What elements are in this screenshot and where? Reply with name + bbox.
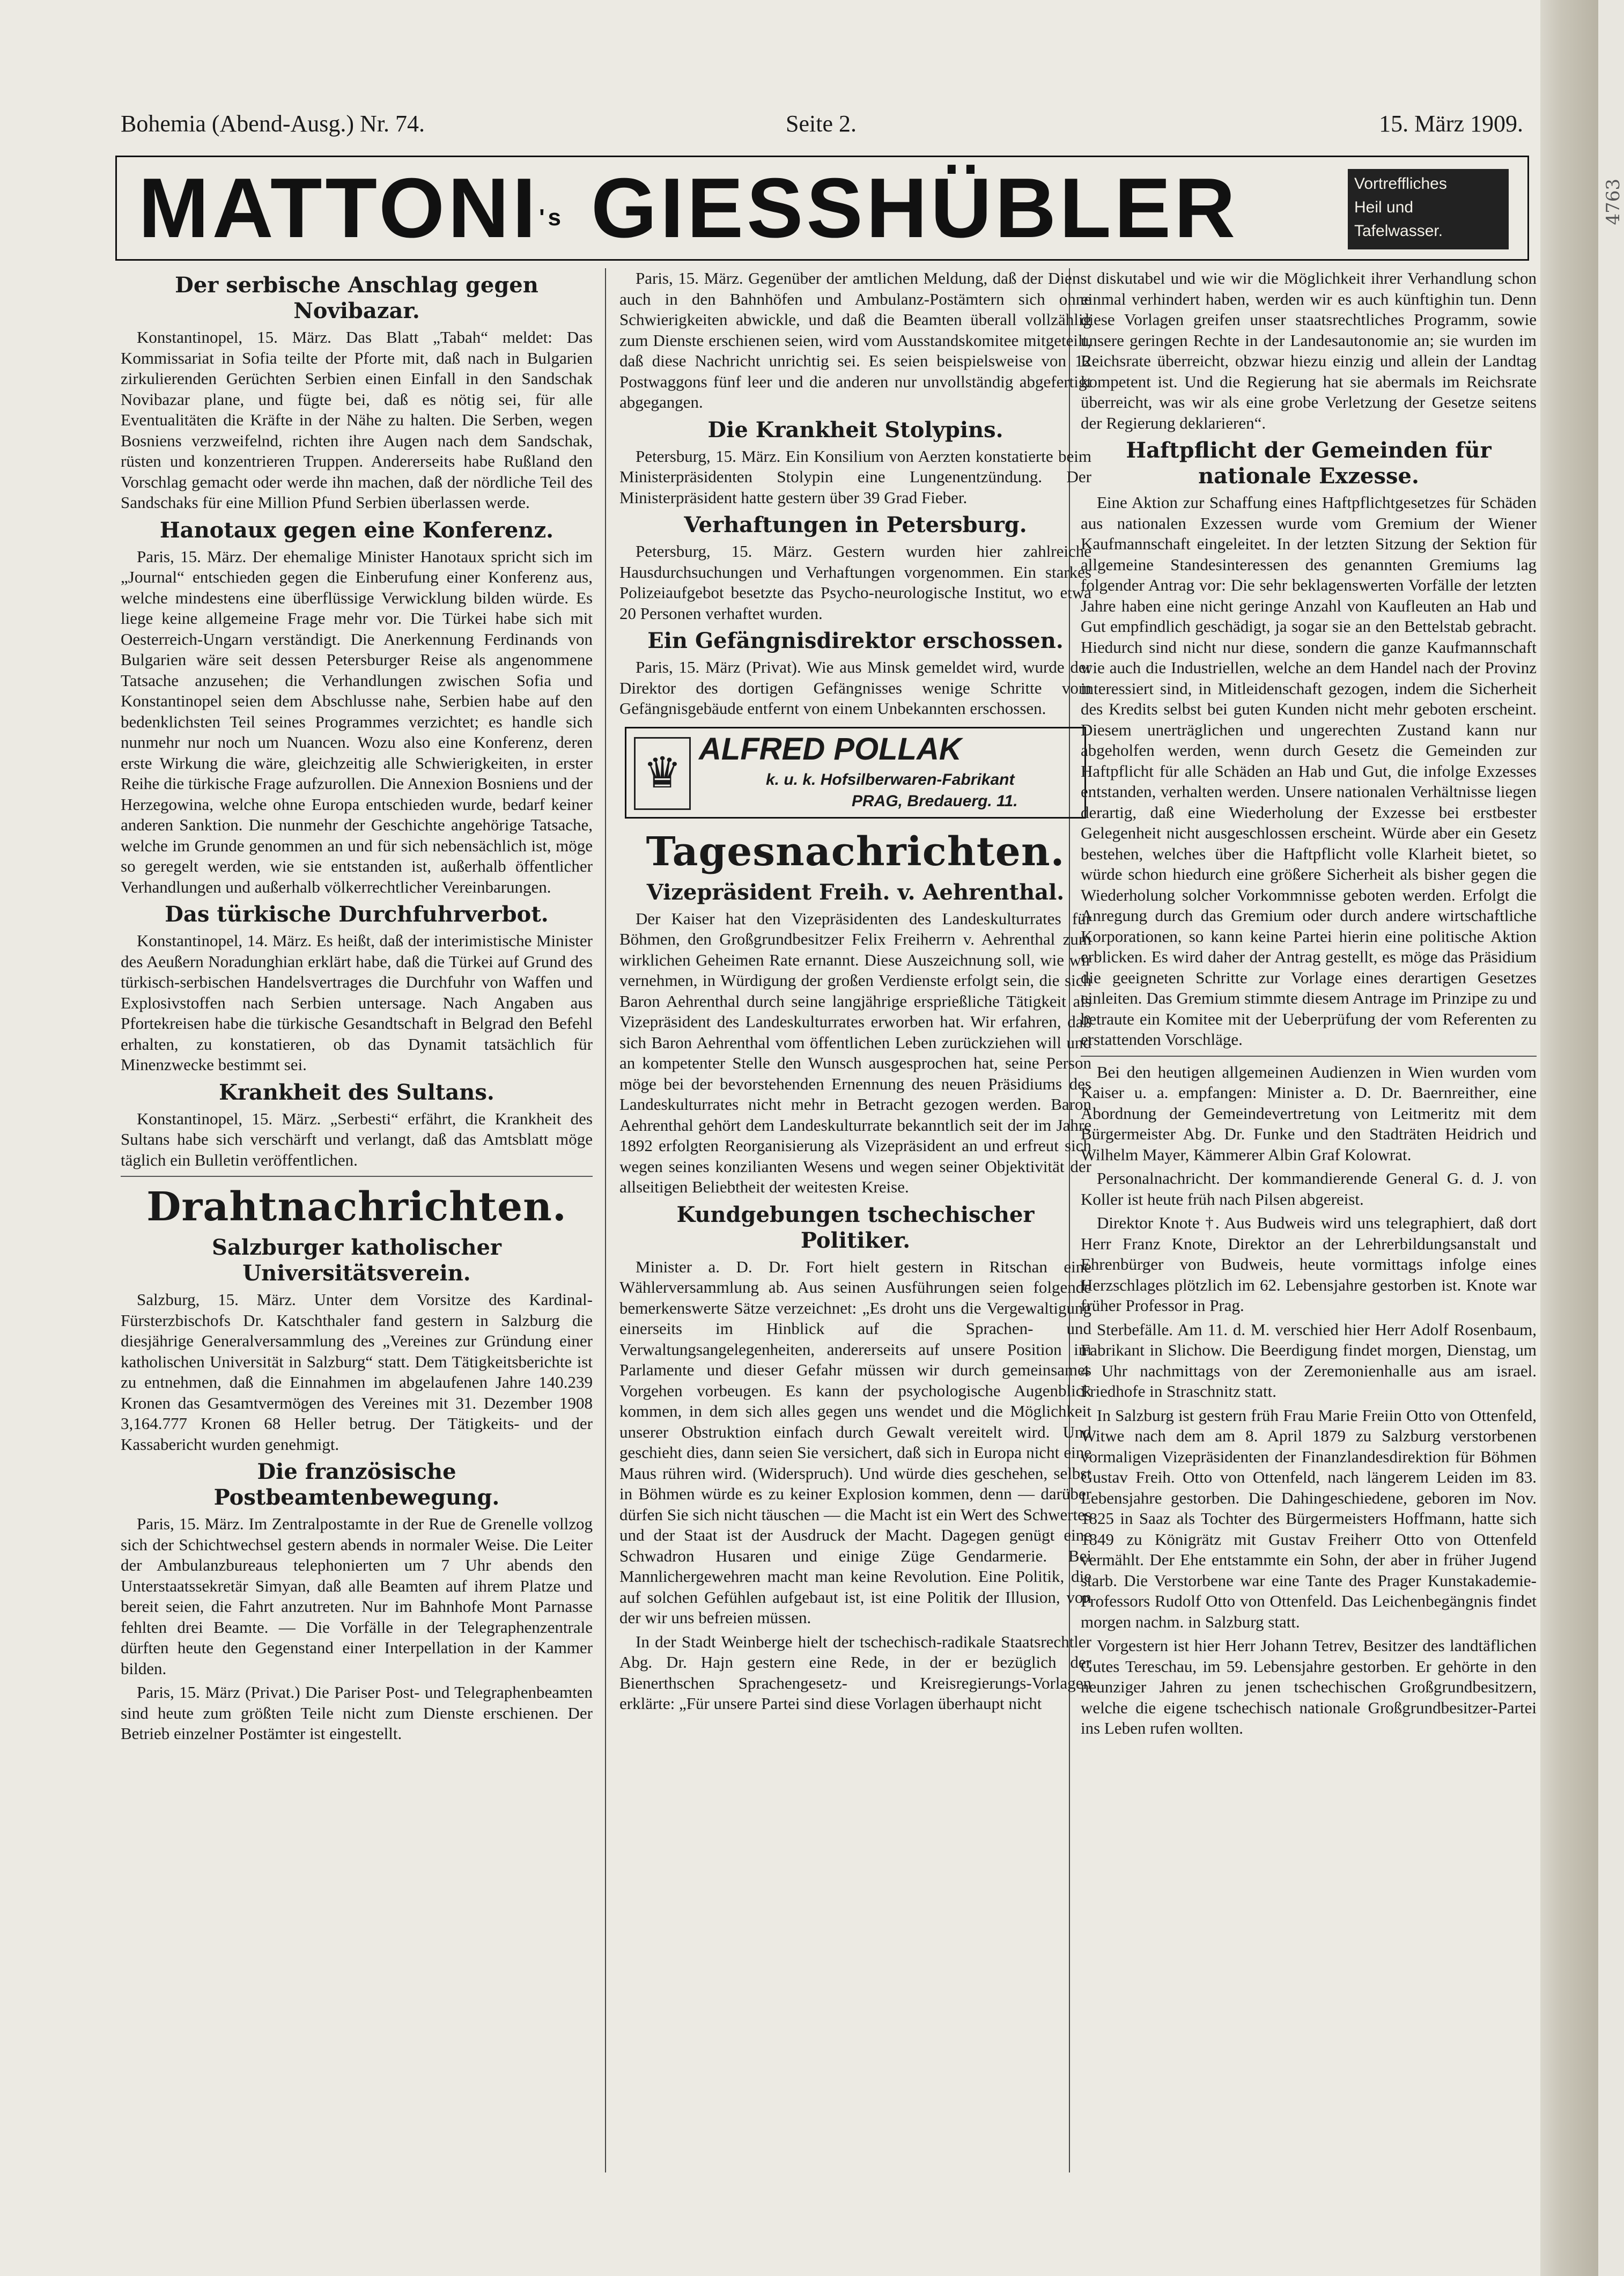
headline: Vizepräsident Freih. v. Aehrenthal. <box>646 879 1065 905</box>
mattoni-banner-ad <box>115 156 1624 261</box>
ad-tagline-line: Tafelwasser. <box>1354 222 1443 240</box>
headline: Krankheit des Sultans. <box>219 1079 494 1105</box>
article-paragraph: Der Kaiser hat den Vizepräsidenten des Landeskulturrates für Böhmen, den Großgrundbesitzer Felix Freiherrn v. Aehrenthal zum wirklichen Geheimen Rate ernannt. Diese Auszeichnung soll, wie wir vernehmen, in Würdigung der großen Verdienste erfolgt sein, die sich Baron Aehrenthal durch seine langjährige ersprießliche Tätigkeit als Vizepräsident des Landeskulturrates erworben hat. Wir erfahren, daß sich Baron Aehrenthal vom öffentlichen Leben zurückziehen will und an kompetenter Stelle den Wunsch ausgesprochen hat, seine Person möge bei der bevorstehenden Ernennung des neuen Präsidiums des Landeskulturrates nicht mehr in Betracht gezogen werden. Baron Aehrenthal gehört dem Landeskulturrate bekanntlich seit der im Jahre 1892 erfolgten Reorganisierung als Vizepräsident an und erfreut sich wegen seines konzilianten Wesens und wegen seiner Objektivität der allseitigen Beliebtheit der weitesten Kreise. <box>619 909 1091 1196</box>
crest-icon: ♛ <box>634 737 691 810</box>
article-paragraph: Salzburg, 15. März. Unter dem Vorsitze des Kardinal-Fürsterzbischofs Dr. Katschthaler fand gestern in Salzburg die diesjährige Generalversammlung des „Vereines zur Gründung einer katholischen Universität in Salzburg“ statt. Dem Tätigkeitsberichte ist zu entnehmen, daß die Einnahmen im abgelaufenen Jahre 140.239 Kronen das Gesamtvermögen des Vereines mit 31. Dezember 1908 3,164.777 Kronen 68 Heller betrug. Der Tätigkeits- und der Kassabericht wurden genehmigt. <box>121 1290 593 1454</box>
article-paragraph: Bei den heutigen allgemeinen Audienzen in Wien wurden vom Kaiser u. a. empfangen: Minister a. D. Dr. Baernreither, eine Abordnung der Gemeindevertretung von Leitmeritz mit dem Bürgermeister Abg. Dr. Funke und den Stadträten Heidrich und Wilhelm Mayer, Kämmerer Albin Graf Kolowrat. <box>1081 1062 1537 1164</box>
article-paragraph: Paris, 15. März (Privat.) Die Pariser Post- und Telegraphenbeamten sind heute zum größten Teile nicht zum Dienste erschienen. Der Betrieb einzelner Postämter ist eingestellt. <box>121 1683 593 1743</box>
article-paragraph: Paris, 15. März. Gegenüber der amtlichen Meldung, daß der Dienst auch in den Bahnhöfen und Ambulanz-Postämtern sich ohne Schwierigkeiten abwickle, und daß die Beamten überall vollzählig zum Dienste erschienen seien, wird vom Ausstandskomitee mitgeteilt, daß diese Nachricht unrichtig sei. Es seien beispielsweise von 12 Postwaggons fünf leer und die anderen nur unvollständig abgefertigt abgegangen. <box>619 269 1091 411</box>
article-paragraph: Vorgestern ist hier Herr Johann Tetrev, Besitzer des landtäflichen Gutes Tereschau, im 59. Lebensjahre gestorben. Er gehörte in den neunziger Jahren zu jenen tschechischen Großgrundbesitzern, welche die eigene tschechisch nationale Großgrundbesitzer-Partei ins Leben rufen wollten. <box>1081 1636 1537 1737</box>
column-1 <box>121 268 593 1748</box>
article-paragraph: Konstantinopel, 15. März. „Serbesti“ erfährt, die Krankheit des Sultans habe sich verschärft und verlangt, daß das Amtsblatt möge täglich ein Bulletin veröffentlichen. <box>121 1109 593 1169</box>
headline: Hanotaux gegen eine Konferenz. <box>159 517 554 543</box>
section-title: Drahtnachrichten. <box>146 1184 567 1230</box>
article-paragraph: Konstantinopel, 14. März. Es heißt, daß der interimistische Minister des Aeußern Noradunghian erklärt habe, daß die Türkei auf Grund des türkisch-serbischen Handelsvertrages die Durchfuhr von Waffen und Explosivstoffen nach Serbien untersage. Nach Angaben aus Pfortekreisen habe die türkische Gesandtschaft in Belgrad den Befehl erhalten, zu konstatieren, ob das Dynamit tatsächlich für Minenzwecke bestimmt sei. <box>121 931 593 1074</box>
article-paragraph: Paris, 15. März. Im Zentralpostamte in der Rue de Grenelle vollzog sich der Schichtwechsel gestern abends in normaler Weise. Die Leiter der Ambulanzbureaus telephonierten um 7 Uhr abends den Unterstaatssekretär Simyan, daß alle Beamten auf ihrem Platze und bereit seien, die Fahrt anzutreten. Nur im Bahnhofe Mont Parnasse fehlten drei Beamte. — Die Vorfälle in der Telegraphenzentrale dürften heute den Gegenstand einer Interpellation in der Kammer bilden. <box>121 1514 593 1678</box>
ad-address: PRAG, Bredauerg. 11. <box>852 792 1018 810</box>
ad-brand-word-2: GIESSHÜBLER <box>590 161 1239 255</box>
article-paragraph: Sterbefälle. Am 11. d. M. verschied hier Herr Adolf Rosenbaum, Fabrikant in Slichow. Die Beerdigung findet morgen, Dienstag, um 4 Uhr nachmittags von der Zeremonienhalle aus am israel. Friedhofe in Straschnitz statt. <box>1081 1320 1537 1401</box>
article-paragraph: In der Stadt Weinberge hielt der tschechisch-radikale Staatsrechtler Abg. Dr. Hajn gestern eine Rede, in der er bezüglich der Bienerthschen Sprachengesetz- und Kreisregierungs-Vorlagen erklärte: „Für unsere Partei sind diese Vorlagen überhaupt nicht <box>619 1632 1091 1713</box>
ad-tagline-box <box>1348 169 1509 249</box>
headline: Kundgebungen tschechischer Politiker. <box>676 1202 1035 1253</box>
headline: Salzburger katholischer Universitätsverein. <box>212 1235 501 1286</box>
article-paragraph: Paris, 15. März. Der ehemalige Minister Hanotaux spricht sich im „Journal“ entschieden gegen die Einberufung einer Konferenz aus, welche mindestens eine überflüssige Verwicklung bilden würde. Es liege keine allgemeine Frage mehr vor. Die Türkei habe sich mit Oesterreich-Ungarn verständigt. Die Anerkennung Ferdinands von Bulgarien wäre seit dessen Petersburger Reise als angenommene Tatsache anzusehen; die Verhandlungen zwischen Sofia und Konstantinopel seien dem Abschlusse nahe, Serbien habe auf den bedenklichsten Teil seines Programmes verzichtet; es handle sich nunmehr nur noch um Nuancen. Wozu also eine Konferenz, deren erste Wirkung die wäre, gleichzeitig alle Schwierigkeiten, in erster Reihe die türkische Frage aufzurollen. Die Annexion Bosniens und der Herzegowina, welche ohne Europa entschieden wurde, bedarf keiner anderen Sanktion. Die nunmehr der Geschichte angehörige Tatsache, welche im Grunde genommen an und für sich nebensächlich ist, möge so geregelt werden, wie sie entstanden ist, außerhalb öffentlicher Verhandlungen und außerhalb völkerrechtlicher Vereinbarungen. <box>121 547 593 896</box>
ad-subtitle: k. u. k. Hofsilberwaren-Fabrikant <box>766 770 1015 789</box>
article-paragraph: diskutabel und wie wir die Möglichkeit ihrer Verhandlung schon einmal verhindert haben, werden wir es auch künftighin tun. Denn diese Vorlagen greifen unser staatsrechtliches Programm, sowie unsere geringen Rechte in der Landesautonomie an; sie wurden im Reichsrate überreicht, obzwar hiezu einzig und allein der Landtag kompetent ist. Und die Regierung hat sie abermals im Reichsrate überreicht, was wir als eine grobe Verletzung der Gesetze seitens der Regierung deklarieren“. <box>1081 269 1537 432</box>
headline: Das türkische Durchfuhrverbot. <box>165 902 549 927</box>
article-paragraph: Petersburg, 15. März. Gestern wurden hier zahlreiche Hausdurchsuchungen und Verhaftungen vorgenommen. Ein starkes Polizeiaufgebot besetzte das Psycho-neurologische Institut, wo etwa 20 Personen verhaftet wurden. <box>619 542 1091 623</box>
headline: Der serbische Anschlag gegen Novibazar. <box>175 272 538 323</box>
ad-brand-word-1: MATTONI <box>138 161 540 255</box>
ad-apostrophe-s: 's <box>539 204 564 231</box>
masthead <box>121 110 1523 142</box>
article-paragraph: Paris, 15. März (Privat). Wie aus Minsk gemeldet wird, wurde der Direktor des dortigen Gefängnisses wenige Schritte vom Gefängnisgebäude entfernt von einem Unbekannten erschossen. <box>619 658 1091 718</box>
pollak-ad <box>625 727 1086 819</box>
masthead-date: 15. März 1909. <box>1379 111 1523 137</box>
masthead-issue: Bohemia (Abend-Ausg.) Nr. 74. <box>121 111 425 137</box>
article-paragraph: Direktor Knote †. Aus Budweis wird uns telegraphiert, daß dort Herr Franz Knote, Direktor an der Lehrerbildungsanstalt und Ehrenbürger von Budweis, heute vormittags infolge eines Herzschlages plötzlich im 62. Lebensjahre gestorben ist. Knote war früher Professor in Prag. <box>1081 1213 1537 1315</box>
article-paragraph: In Salzburg ist gestern früh Frau Marie Freiin Otto von Ottenfeld, Witwe nach dem am 8. April 1879 zu Salzburg verstorbenen vormaligen Vizepräsidenten der Finanzlandesdirektion für Böhmen Gustav Freih. Otto von Ottenfeld, nach längerem Leiden im 83. Lebensjahre gestorben. Die Dahingeschiedene, geboren im Nov. 1825 in Saaz als Tochter des Bürgermeisters Hoffmann, hatte sich 1849 zu Königrätz mit Gustav Freiherr Otto von Ottenfeld vermählt. Der Ehe entstammte ein Sohn, der aber in früher Jugend starb. Die Verstorbene war eine Tante des Prager Kunstakademie-Professors Rudolf Otto von Ottenfeld. Das Leichenbegängnis findet morgen nachm. in Salzburg statt. <box>1081 1405 1537 1631</box>
column-divider <box>605 268 606 2172</box>
page-edge-shadow <box>1540 0 1598 2276</box>
headline: Haftpflicht der Gemeinden für nationale Exzesse. <box>1126 438 1492 489</box>
headline: Die französische Postbeamtenbewegung. <box>213 1459 500 1510</box>
ad-code: 4763 <box>1603 179 1624 225</box>
section-rule <box>121 1176 593 1177</box>
column-3 <box>1081 268 1537 1742</box>
masthead-page-number: Seite 2. <box>786 111 857 137</box>
article-paragraph: Petersburg, 15. März. Ein Konsilium von Aerzten konstatierte beim Ministerpräsidenten Stolypin eine Lungenentzündung. Der Ministerpräsident hatte gestern über 39 Grad Fieber. <box>619 446 1091 507</box>
section-rule <box>1081 1056 1537 1057</box>
ad-tagline-line: Heil und <box>1354 198 1414 216</box>
article-paragraph: Konstantinopel, 15. März. Das Blatt „Tabah“ meldet: Das Kommissariat in Sofia teilte der Pforte mit, daß nach in Bulgarien zirkulierenden Gerüchten Serbien einen Einfall in den Sandschak Novibazar plane, und fügte bei, daß es nötig sei, für alle Eventualitäten die Kräfte in der Nähe zu halten. Die Serben, wegen Bosniens verzweifelnd, richten ihre Augen nach dem Sandschak, rüsten und konzentrieren Truppen. Andererseits habe Rußland den Vorschlag gemacht oder werde ihn machen, daß der nördliche Teil des Sandschaks für eine Million Pfund Serbien überlassen werde. <box>121 328 593 512</box>
section-title: Tagesnachrichten. <box>646 828 1065 875</box>
ad-tagline-line: Vortreffliches <box>1354 175 1447 193</box>
headline: Verhaftungen in Petersburg. <box>684 512 1027 537</box>
column-2 <box>619 268 1091 1718</box>
headline: Die Krankheit Stolypins. <box>707 417 1003 443</box>
article-paragraph: Minister a. D. Dr. Fort hielt gestern in Ritschan eine Wählerversammlung ab. Aus seinen Ausführungen seien folgende bemerkenswerte Sätze verzeichnet: „Es droht uns die Vergewaltigung einerseits im Hinblick auf die Sprachen- und Verwaltungsangelegenheiten, andererseits auf unsere Position im Parlamente und dieser Gefahr müssen wir durch gemeinsames Vorgehen vorbeugen. Es kann der psychologische Augenblick kommen, in dem sich alles gegen uns wendet und die Möglichkeit unserer Obstruktion einfach durch Gewalt vereitelt wird. Und geschieht dies, dann seien Sie versichert, daß sich in Europa nicht eine Maus rühren wird. (Widerspruch). Und würde dies geschehen, selbst in Böhmen würde es zu keiner Explosion kommen, denn — darüber dürfen Sie sich nicht täuschen — die Macht ist ein Wert des Schwertes und der Staat ist der Ausdruck der Macht. Dagegen genügt eine Schwadron Husaren und einige Züge Gendarmerie. Bei Mannlichergewehren macht man keine Revolution. Eine Politik, die auf solchen Gefühlen aufgebaut ist, ist eine Politik der Illusion, von der wir uns befreien müssen. <box>619 1257 1091 1627</box>
headline: Ein Gefängnisdirektor erschossen. <box>647 628 1064 653</box>
ad-brand-name <box>138 163 1238 254</box>
article-paragraph: Eine Aktion zur Schaffung eines Haftpflichtgesetzes für Schäden aus nationalen Exzessen wurde vom Gremium der Wiener Kaufmannschaft eingeleitet. In der letzten Sitzung der Sektion für allgemeine Standesinteressen des genannten Gremiums lag folgender Antrag vor: Die sehr beklagenswerten Vorfälle der letzten Jahre haben eine nicht geringe Anzahl von Kaufleuten an Hab und Gut empfindlich geschädigt, ja sogar sie an den Bettelstab gebracht. Hiedurch sind nicht nur diese, sondern die ganze Kaufmannschaft wie auch die Industriellen, welche an dem Handel nach der Provinz interessiert sind, in Mitleidenschaft gezogen, indem die Sicherheit des Kredits selbst bei guten Kunden nicht mehr geboten erscheint. Diesem unerträglichen und ungerechten Zustand kann nur abgeholfen werden, wenn durch Gesetz die Gemeinden zur Haftpflicht für alle Schäden an Hab und Gut, die infolge Exzesses entstanden, verhalten werden. Unsere nationalen Verhältnisse liegen derartig, daß eine Wiederholung der Exzesse bei erstbester Gelegenheit nicht ausgeschlossen erscheint. Würde aber ein Gesetz bestehen, welches über die Haftpflicht volle Klarheit bietet, so würde schon hiedurch eine größere Sicherheit als bisher gegen die Wiederholung solcher Vorkommnisse geboten werden. Erfolgt die Anregung durch das Gremium oder durch andere wirtschaftliche Korporationen, so kann keine Partei hierin eine politische Aktion erblicken. Es wird daher der Antrag gestellt, es möge das Präsidium die geeigneten Schritte zur Vorlage eines derartigen Gesetzes einleiten. Das Gremium stimmte diesem Antrage im Prinzipe zu und betraute ein Komitee mit der Ueberprüfung der vom Referenten zu erstattenden Vorschläge. <box>1081 493 1537 1049</box>
ad-name: ALFRED POLLAK <box>699 731 962 767</box>
article-paragraph: Personalnachricht. Der kommandierende General G. d. J. von Koller ist heute früh nach Pilsen abgereist. <box>1081 1169 1537 1209</box>
